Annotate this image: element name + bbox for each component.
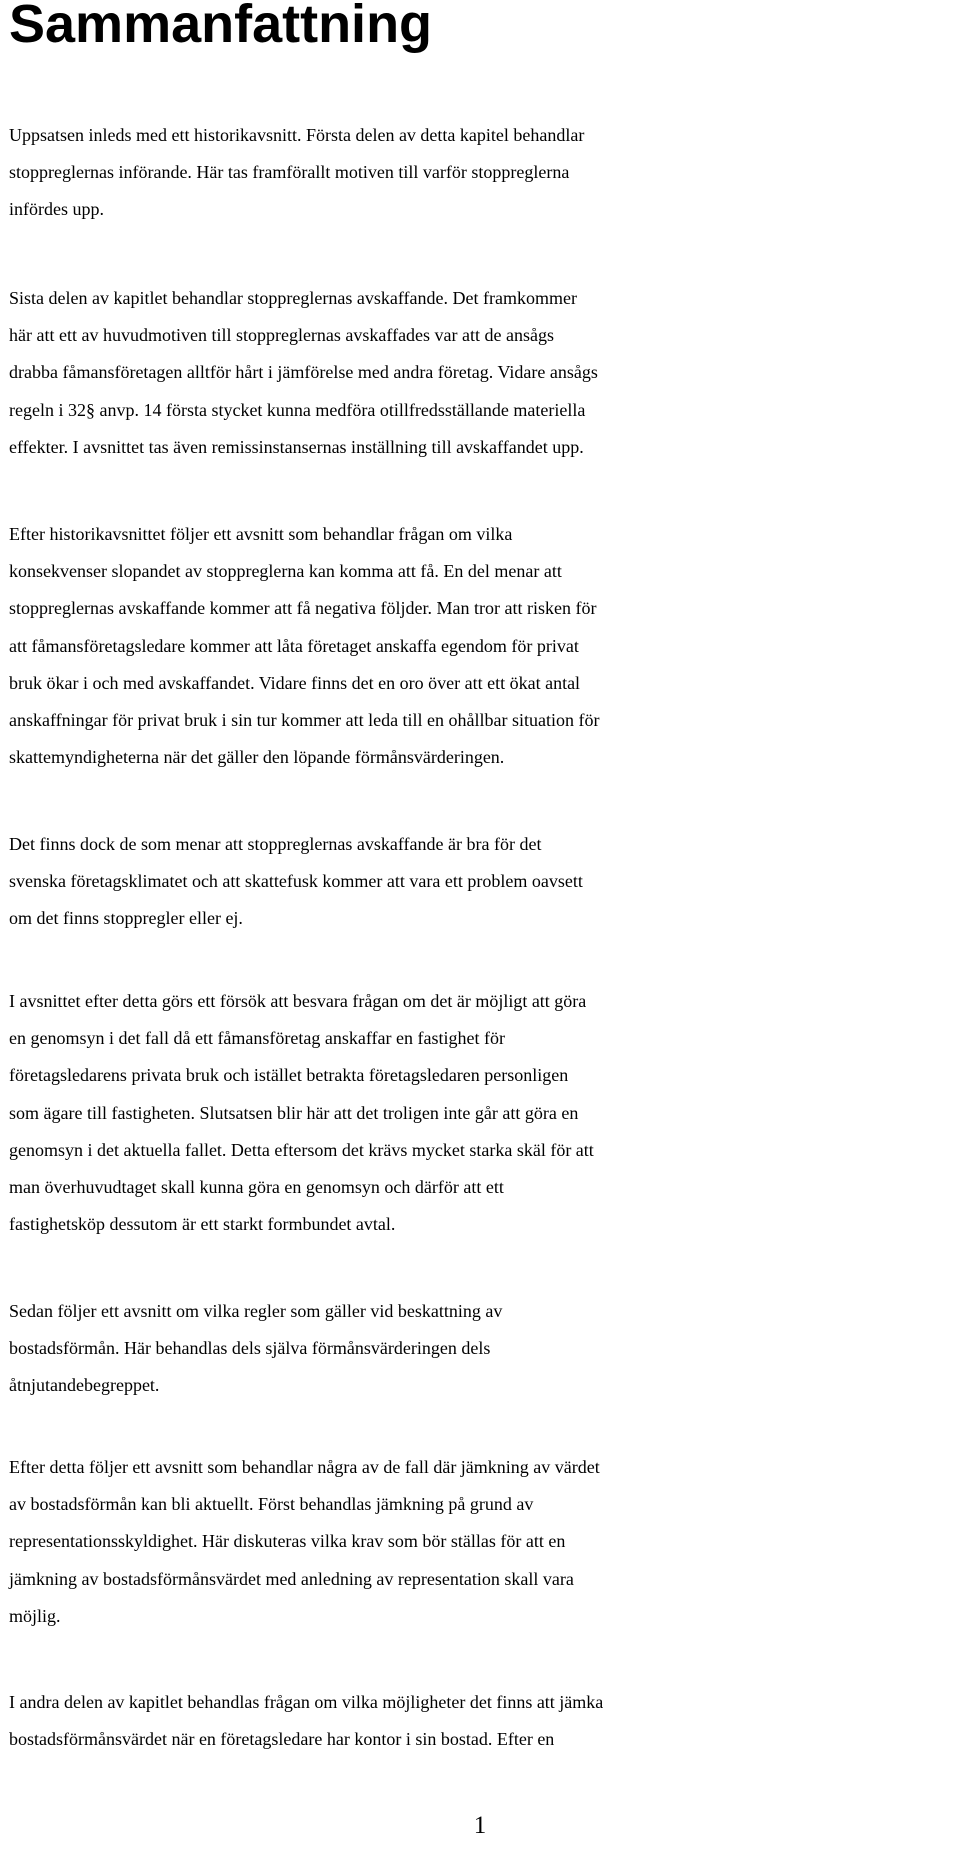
paragraph-business-climate (9, 826, 960, 938)
paragraph-intro (9, 117, 960, 229)
text-line: drabba fåmansföretagen alltför hårt i jämförelse med andra företag. Vidare ansågs (9, 362, 598, 383)
paragraph-genomsyn (9, 983, 960, 1243)
text-line: I andra delen av kapitlet behandlas frågan om vilka möjligheter det finns att jämka (9, 1692, 604, 1712)
paragraph-adjustment (9, 1449, 960, 1635)
paragraph-taxation-rules (9, 1293, 960, 1405)
text-line: regeln i 32§ anvp. 14 första stycket kunna medföra otillfredsställande materiella (9, 399, 586, 420)
text-line: representationsskyldighet. Här diskuteras vilka krav som bör ställas för att en (9, 1531, 566, 1552)
text-line: här att ett av huvudmotiven till stoppreglernas avskaffades var att de ansågs (9, 325, 555, 346)
text-line: stoppreglernas avskaffande kommer att få negativa följder. Man tror att risken för (9, 598, 597, 619)
text-line: konsekvenser slopandet av stoppreglerna kan komma att få. En del menar att (9, 561, 562, 582)
text-line: stoppreglernas införande. Här tas framförallt motiven till varför stoppreglerna (9, 162, 570, 183)
text-line: effekter. I avsnittet tas även remissinstansernas inställning till avskaffandet upp. (9, 436, 584, 457)
text-line: av bostadsförmån kan bli aktuellt. Först behandlas jämkning på grund av (9, 1494, 534, 1515)
text-line: företagsledarens privata bruk och istället betrakta företagsledaren personligen (9, 1065, 569, 1086)
text-line: man överhuvudtaget skall kunna göra en genomsyn och därför att ett (9, 1177, 504, 1198)
text-line: anskaffningar för privat bruk i sin tur kommer att leda till en ohållbar situation för (9, 710, 600, 731)
paragraph-abolition (9, 280, 960, 466)
text-line: jämkning av bostadsförmånsvärdet med anledning av representation skall vara (9, 1568, 574, 1589)
text-line: fastighetsköp dessutom är ett starkt formbundet avtal. (9, 1214, 396, 1235)
paragraph-home-office (9, 1684, 960, 1758)
text-line: att fåmansföretagsledare kommer att låta företaget anskaffa egendom för privat (9, 635, 579, 656)
text-line: Det finns dock de som menar att stoppreglernas avskaffande är bra för det (9, 834, 542, 854)
text-line: möjlig. (9, 1605, 61, 1626)
text-line: infördes upp. (9, 199, 104, 220)
text-line: Uppsatsen inleds med ett historikavsnitt. Första delen av detta kapitel behandlar (9, 125, 585, 145)
text-line: Sista delen av kapitlet behandlar stoppreglernas avskaffande. Det framkommer (9, 288, 577, 308)
page-number: 1 (473, 1812, 487, 1839)
text-line: en genomsyn i det fall då ett fåmansföretag anskaffar en fastighet för (9, 1028, 505, 1049)
text-line: åtnjutandebegreppet. (9, 1375, 160, 1396)
paragraph-consequences (9, 516, 960, 776)
text-line: Efter historikavsnittet följer ett avsnitt som behandlar frågan om vilka (9, 524, 513, 544)
text-line: Sedan följer ett avsnitt om vilka regler som gäller vid beskattning av (9, 1301, 503, 1321)
text-line: svenska företagsklimatet och att skattefusk kommer att vara ett problem oavsett (9, 871, 583, 892)
text-line: bruk ökar i och med avskaffandet. Vidare finns det en oro över att ett ökat antal (9, 672, 581, 693)
text-line: bostadsförmån. Här behandlas dels själva förmånsvärderingen dels (9, 1338, 491, 1359)
text-line: som ägare till fastigheten. Slutsatsen blir här att det troligen inte går att göra en (9, 1102, 579, 1123)
text-line: Efter detta följer ett avsnitt som behandlar några av de fall där jämkning av värdet (9, 1457, 600, 1477)
text-line: om det finns stoppregler eller ej. (9, 908, 243, 929)
text-line: bostadsförmånsvärdet när en företagsledare har kontor i sin bostad. Efter en (9, 1729, 555, 1750)
text-line: skattemyndigheterna när det gäller den löpande förmånsvärderingen. (9, 747, 505, 768)
page-title: Sammanfattning (9, 0, 433, 54)
text-line: I avsnittet efter detta görs ett försök att besvara frågan om det är möjligt att göra (9, 991, 587, 1011)
text-line: genomsyn i det aktuella fallet. Detta eftersom det krävs mycket starka skäl för att (9, 1139, 594, 1160)
